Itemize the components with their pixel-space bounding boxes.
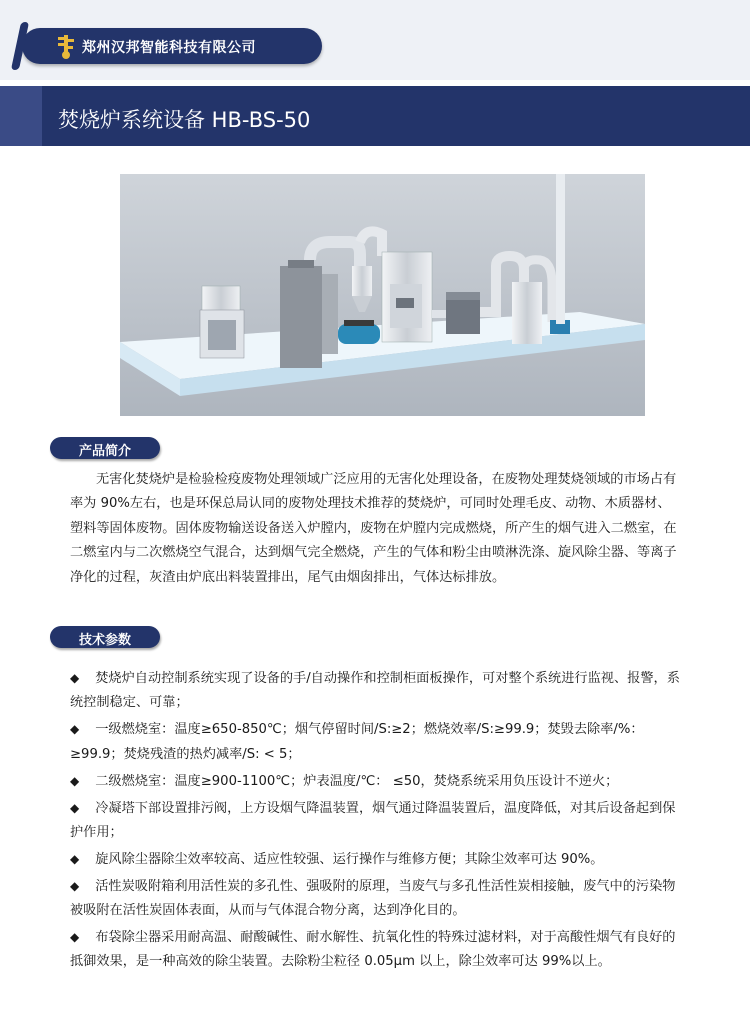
page-title: 焚烧炉系统设备 HB-BS-50 [58,108,311,132]
key-logo-icon [54,33,80,59]
diamond-bullet-icon: ◆ [70,722,80,737]
section-label-params [50,626,170,648]
diamond-bullet-icon: ◆ [70,851,80,866]
params-list [70,666,682,976]
diamond-bullet-icon: ◆ [70,800,80,815]
param-text: 活性炭吸附箱利用活性炭的多孔性、强吸附的原理，当废气与多孔性活性炭相接触，废气中的污染物被吸附在活性炭固体表面，从而与气体混合物分离，达到净化目的。 [70,878,676,919]
param-text: 焚烧炉自动控制系统实现了设备的手/自动操作和控制柜面板操作，可对整个系统进行监视、报警，系统控制稳定、可靠； [70,671,680,711]
param-text: 旋风除尘器除尘效率较高、适应性较强、运行操作与维修方便；其除尘效率可达 90%。 [95,851,604,867]
diamond-bullet-icon: ◆ [70,773,80,788]
diamond-bullet-icon: ◆ [70,930,80,945]
diamond-bullet-icon: ◆ [70,878,80,893]
section-label-params-text: 技术参数 [78,633,131,648]
param-item [70,769,682,794]
section-label-intro [50,437,170,459]
intro-paragraph: 无害化焚烧炉是检验检疫废物处理领域广泛应用的无害化处理设备，在废物处理焚烧领域的市场占有率为 90%左右，也是环保总局认同的废物处理技术推荐的焚烧炉，可同时处理毛皮、动物、木质器材、塑料等固体废物。固体废物输送设备送入炉膛内，废物在炉膛内完成燃烧，所产生的烟气进入二燃室，在二燃室内与二次燃烧空气混合，达到烟气完全燃烧，产生的气体和粉尘由喷淋洗涤、旋风除尘器、等离子净化的过程，灰渣由炉底出料装置排出，尾气由烟囱排出，气体达标排放。 [70,472,677,585]
param-text: 一级燃烧室：温度≥650-850℃；烟气停留时间/S:≥2；燃烧效率/S:≥99.9；焚毁去除率/%：≥99.9；焚烧残渣的热灼减率/S: < 5； [70,722,644,762]
param-item [70,925,682,975]
param-item [70,874,682,924]
param-text: 二级燃烧室：温度≥900-1100℃；炉表温度/℃： ≤50，焚烧系统采用负压设计不逆火； [95,773,619,789]
param-item [70,717,682,767]
param-item [70,796,682,846]
section-label-intro-text: 产品简介 [78,444,131,459]
company-name: 郑州汉邦智能科技有限公司 [82,40,256,56]
param-item [70,847,682,872]
param-item [70,666,682,716]
diamond-bullet-icon: ◆ [70,671,80,685]
param-text: 冷凝塔下部设置排污阀，上方设烟气降温装置，烟气通过降温装置后，温度降低，对其后设备起到保护作用； [70,800,676,840]
incinerator-system-image [120,174,645,416]
param-text: 布袋除尘器采用耐高温、耐酸碱性、耐水解性、抗氧化性的特殊过滤材料，对于高酸性烟气有良好的抵御效果，是一种高效的除尘装置。去除粉尘粒径 0.05μm 以上，除尘效率可达 99%以上。 [70,930,676,970]
